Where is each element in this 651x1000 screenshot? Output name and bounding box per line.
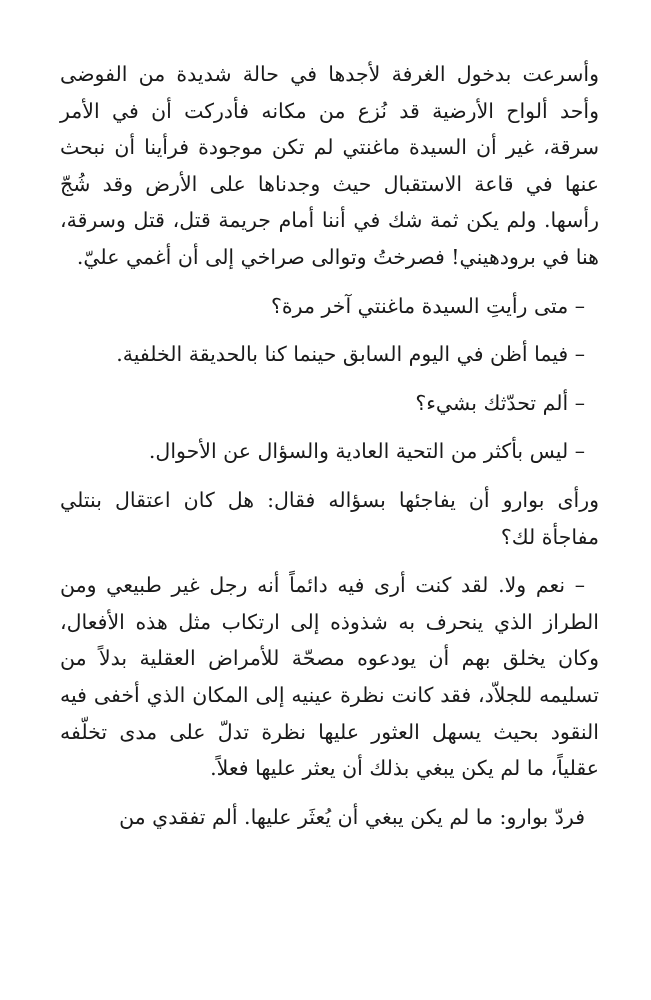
dialogue-line-5: – نعم ولا. لقد كنت أرى فيه دائماً أنه رجل غير طبيعي ومن الطراز الذي ينحرف به شذوذه إلى ارتكاب مثل هذه الأفعال، وكان يخلق بهم أن يودعوه مصحّة للأمراض العقلية بدلاً من تسليمه للجلاّد، فقد كانت نظرة عينيه إلى المكان الذي أخفى فيه النقود بحيث يسهل العثور عليها نظرة تدلّ على مدى تخلّفه عقلياً، ما لم يكن يبغي بذلك أن يعثر عليها فعلاً.	[60, 573, 599, 781]
dialogue-line-1: – متى رأيتِ السيدة ماغنتي آخر مرة؟	[271, 293, 585, 318]
dialogue-line-2: – فيما أظن في اليوم السابق حينما كنا بالحديقة الخلفية.	[116, 342, 585, 367]
book-page	[60, 56, 599, 847]
dialogue-line-3: – ألم تحدّثك بشيء؟	[415, 390, 585, 415]
dialogue-line-4: – ليس بأكثر من التحية العادية والسؤال عن الأحوال.	[148, 439, 585, 464]
paragraph-narrative-2: ورأى بوارو أن يفاجئها بسؤاله فقال: هل كان اعتقال بنتلي مفاجأة لك؟	[60, 487, 599, 549]
paragraph-narrative-1: وأسرعت بدخول الغرفة لأجدها في حالة شديدة من الفوضى وأحد ألواح الأرضية قد نُزع من مكانه فأدركت أن في الأمر سرقة، غير أن السيدة ماغنتي لم تكن موجودة فرأينا أن نبحث عنها في قاعة الاستقبال حيث وجدناها على الأرض وقد شُجّ رأسها. ولم يكن ثمة شك في أننا أمام جريمة قتل، قتل وسرقة، هنا في برودهيني! فصرختُ وتوالى صراخي إلى أن أغمي عليّ.	[60, 62, 599, 269]
paragraph-narrative-3: فردّ بوارو: ما لم يكن يبغي أن يُعثَر عليها. ألم تفقدي من	[119, 804, 585, 829]
